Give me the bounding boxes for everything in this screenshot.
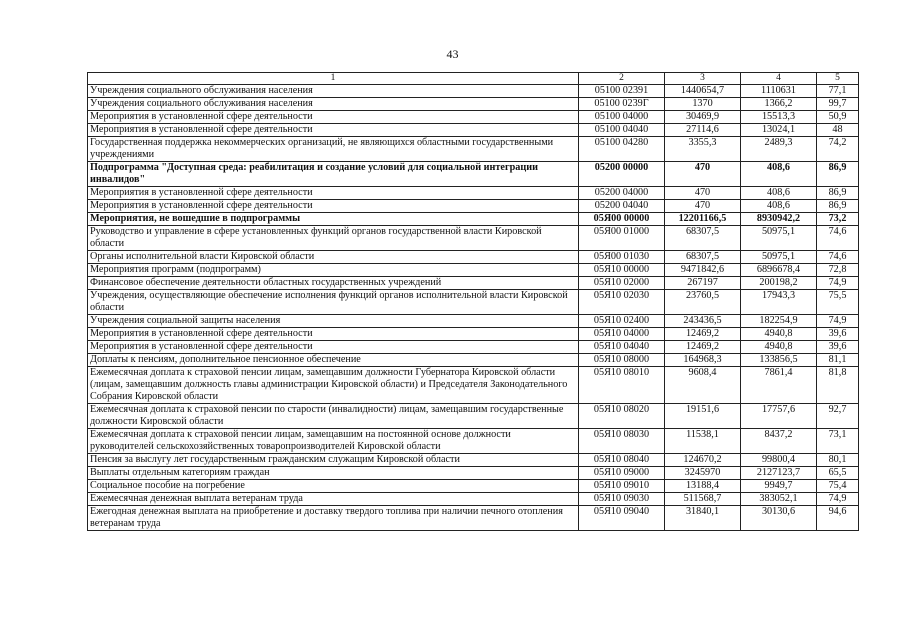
row-percent-cell: 75,5 [817, 290, 859, 315]
table-row [88, 264, 859, 277]
row-code-cell: 05Я10 02400 [579, 315, 665, 328]
row-name-cell: Учреждения социального обслуживания населения [88, 98, 579, 111]
row-fact-cell: 99800,4 [741, 454, 817, 467]
row-name-cell: Учреждения, осуществляющие обеспечение исполнения функций органов исполнительной власти Кировской области [88, 290, 579, 315]
row-percent-cell: 74,9 [817, 277, 859, 290]
row-fact-cell: 4940,8 [741, 341, 817, 354]
row-name-cell: Ежемесячная доплата к страховой пенсии по старости (инвалидности) лицам, замещавшим государственные должности Кировской области [88, 404, 579, 429]
row-plan-cell: 11538,1 [665, 429, 741, 454]
row-name-cell: Ежемесячная доплата к страховой пенсии лицам, замещавшим на постоянной основе должности руководителей сельскохозяйственных товаропроизводителей Кировской области [88, 429, 579, 454]
row-name-cell: Учреждения социального обслуживания населения [88, 85, 579, 98]
row-name-cell: Ежемесячная доплата к страховой пенсии лицам, замещавшим должности Губернатора Кировской области (лицам, замещавшим должность главы администрации Кировской области) и Председателя Законодательного Собрания Кировской области [88, 367, 579, 404]
row-plan-cell: 68307,5 [665, 251, 741, 264]
row-code-cell: 05100 04040 [579, 124, 665, 137]
table-row [88, 506, 859, 531]
row-percent-cell: 81,8 [817, 367, 859, 404]
table-row [88, 124, 859, 137]
budget-table [87, 72, 859, 531]
table-row [88, 429, 859, 454]
table-row [88, 85, 859, 98]
row-percent-cell: 50,9 [817, 111, 859, 124]
table-row [88, 480, 859, 493]
row-percent-cell: 74,9 [817, 315, 859, 328]
row-plan-cell: 243436,5 [665, 315, 741, 328]
row-fact-cell: 1366,2 [741, 98, 817, 111]
row-fact-cell: 9949,7 [741, 480, 817, 493]
column-header: 2 [579, 73, 665, 85]
row-name-cell: Мероприятия в установленной сфере деятельности [88, 200, 579, 213]
row-plan-cell: 267197 [665, 277, 741, 290]
row-code-cell: 05Я10 04040 [579, 341, 665, 354]
row-percent-cell: 39,6 [817, 341, 859, 354]
row-plan-cell: 1440654,7 [665, 85, 741, 98]
row-name-cell: Мероприятия в установленной сфере деятельности [88, 111, 579, 124]
row-percent-cell: 86,9 [817, 200, 859, 213]
row-fact-cell: 182254,9 [741, 315, 817, 328]
table-row [88, 290, 859, 315]
row-fact-cell: 408,6 [741, 200, 817, 213]
row-percent-cell: 48 [817, 124, 859, 137]
row-fact-cell: 133856,5 [741, 354, 817, 367]
row-fact-cell: 13024,1 [741, 124, 817, 137]
row-code-cell: 05Я10 09030 [579, 493, 665, 506]
row-plan-cell: 12201166,5 [665, 213, 741, 226]
page-number: 43 [446, 47, 459, 61]
row-name-cell: Мероприятия в установленной сфере деятельности [88, 341, 579, 354]
row-name-cell: Мероприятия программ (подпрограмм) [88, 264, 579, 277]
row-percent-cell: 80,1 [817, 454, 859, 467]
row-percent-cell: 74,6 [817, 251, 859, 264]
row-fact-cell: 17757,6 [741, 404, 817, 429]
row-code-cell: 05Я10 04000 [579, 328, 665, 341]
row-code-cell: 05Я00 01000 [579, 226, 665, 251]
row-plan-cell: 470 [665, 162, 741, 187]
table-row [88, 454, 859, 467]
row-percent-cell: 74,9 [817, 493, 859, 506]
row-percent-cell: 81,1 [817, 354, 859, 367]
row-fact-cell: 2489,3 [741, 137, 817, 162]
row-name-cell: Финансовое обеспечение деятельности областных государственных учреждений [88, 277, 579, 290]
row-percent-cell: 39,6 [817, 328, 859, 341]
row-fact-cell: 6896678,4 [741, 264, 817, 277]
row-fact-cell: 50975,1 [741, 251, 817, 264]
row-percent-cell: 99,7 [817, 98, 859, 111]
row-name-cell: Руководство и управление в сфере установленных функций органов государственной власти Кировской области [88, 226, 579, 251]
row-plan-cell: 511568,7 [665, 493, 741, 506]
row-percent-cell: 73,1 [817, 429, 859, 454]
table-row [88, 98, 859, 111]
row-plan-cell: 12469,2 [665, 341, 741, 354]
row-fact-cell: 383052,1 [741, 493, 817, 506]
row-code-cell: 05100 04280 [579, 137, 665, 162]
row-code-cell: 05100 02391 [579, 85, 665, 98]
row-name-cell: Мероприятия в установленной сфере деятельности [88, 124, 579, 137]
table-row [88, 367, 859, 404]
row-percent-cell: 73,2 [817, 213, 859, 226]
row-percent-cell: 75,4 [817, 480, 859, 493]
table-row [88, 315, 859, 328]
row-plan-cell: 19151,6 [665, 404, 741, 429]
row-plan-cell: 31840,1 [665, 506, 741, 531]
row-percent-cell: 65,5 [817, 467, 859, 480]
row-plan-cell: 9471842,6 [665, 264, 741, 277]
row-name-cell: Выплаты отдельным категориям граждан [88, 467, 579, 480]
column-header: 5 [817, 73, 859, 85]
row-code-cell: 05Я00 01030 [579, 251, 665, 264]
row-fact-cell: 408,6 [741, 187, 817, 200]
table-row [88, 111, 859, 124]
row-code-cell: 05200 04040 [579, 200, 665, 213]
row-percent-cell: 94,6 [817, 506, 859, 531]
table-row [88, 213, 859, 226]
row-name-cell: Мероприятия в установленной сфере деятельности [88, 328, 579, 341]
row-fact-cell: 200198,2 [741, 277, 817, 290]
row-fact-cell: 30130,6 [741, 506, 817, 531]
row-plan-cell: 3355,3 [665, 137, 741, 162]
table-body [88, 85, 859, 531]
column-header: 4 [741, 73, 817, 85]
row-name-cell: Ежегодная денежная выплата на приобретение и доставку твердого топлива при наличии печного отопления ветеранам труда [88, 506, 579, 531]
row-plan-cell: 68307,5 [665, 226, 741, 251]
row-percent-cell: 72,8 [817, 264, 859, 277]
row-name-cell: Мероприятия в установленной сфере деятельности [88, 187, 579, 200]
row-code-cell: 05Я10 08020 [579, 404, 665, 429]
table-row [88, 277, 859, 290]
row-plan-cell: 470 [665, 200, 741, 213]
row-code-cell: 05Я10 09010 [579, 480, 665, 493]
row-code-cell: 05Я10 09000 [579, 467, 665, 480]
table-row [88, 493, 859, 506]
table-row [88, 162, 859, 187]
row-name-cell: Ежемесячная денежная выплата ветеранам труда [88, 493, 579, 506]
row-name-cell: Учреждения социальной защиты населения [88, 315, 579, 328]
row-plan-cell: 1370 [665, 98, 741, 111]
row-code-cell: 05Я10 02000 [579, 277, 665, 290]
row-fact-cell: 4940,8 [741, 328, 817, 341]
row-name-cell: Доплаты к пенсиям, дополнительное пенсионное обеспечение [88, 354, 579, 367]
row-code-cell: 05Я00 00000 [579, 213, 665, 226]
row-code-cell: 05100 04000 [579, 111, 665, 124]
row-name-cell: Органы исполнительной власти Кировской области [88, 251, 579, 264]
table-row [88, 200, 859, 213]
row-percent-cell: 74,6 [817, 226, 859, 251]
row-fact-cell: 8930942,2 [741, 213, 817, 226]
row-fact-cell: 1110631 [741, 85, 817, 98]
table-row [88, 467, 859, 480]
row-code-cell: 05Я10 08000 [579, 354, 665, 367]
row-code-cell: 05200 00000 [579, 162, 665, 187]
row-fact-cell: 2127123,7 [741, 467, 817, 480]
row-plan-cell: 30469,9 [665, 111, 741, 124]
table-row [88, 354, 859, 367]
table-row [88, 226, 859, 251]
row-fact-cell: 50975,1 [741, 226, 817, 251]
row-percent-cell: 92,7 [817, 404, 859, 429]
row-plan-cell: 3245970 [665, 467, 741, 480]
row-percent-cell: 86,9 [817, 162, 859, 187]
row-fact-cell: 7861,4 [741, 367, 817, 404]
row-plan-cell: 13188,4 [665, 480, 741, 493]
column-header: 3 [665, 73, 741, 85]
table-row [88, 187, 859, 200]
table-row [88, 137, 859, 162]
table-row [88, 341, 859, 354]
row-code-cell: 05200 04000 [579, 187, 665, 200]
row-percent-cell: 77,1 [817, 85, 859, 98]
row-plan-cell: 470 [665, 187, 741, 200]
row-code-cell: 05Я10 08030 [579, 429, 665, 454]
table-row [88, 328, 859, 341]
row-plan-cell: 124670,2 [665, 454, 741, 467]
row-code-cell: 05Я10 00000 [579, 264, 665, 277]
table-row [88, 251, 859, 264]
row-fact-cell: 408,6 [741, 162, 817, 187]
row-name-cell: Государственная поддержка некоммерческих организаций, не являющихся областными государственными учреждениями [88, 137, 579, 162]
row-name-cell: Мероприятия, не вошедшие в подпрограммы [88, 213, 579, 226]
row-name-cell: Подпрограмма "Доступная среда: реабилитация и создание условий для социальной интеграции инвалидов" [88, 162, 579, 187]
row-code-cell: 05Я10 02030 [579, 290, 665, 315]
row-plan-cell: 164968,3 [665, 354, 741, 367]
column-number-row [88, 73, 859, 85]
row-plan-cell: 27114,6 [665, 124, 741, 137]
row-code-cell: 05Я10 08040 [579, 454, 665, 467]
row-fact-cell: 15513,3 [741, 111, 817, 124]
row-code-cell: 05100 0239Г [579, 98, 665, 111]
row-name-cell: Социальное пособие на погребение [88, 480, 579, 493]
row-name-cell: Пенсия за выслугу лет государственным гражданским служащим Кировской области [88, 454, 579, 467]
row-percent-cell: 74,2 [817, 137, 859, 162]
row-fact-cell: 17943,3 [741, 290, 817, 315]
row-fact-cell: 8437,2 [741, 429, 817, 454]
table-row [88, 404, 859, 429]
column-header: 1 [88, 73, 579, 85]
row-percent-cell: 86,9 [817, 187, 859, 200]
row-code-cell: 05Я10 09040 [579, 506, 665, 531]
row-plan-cell: 23760,5 [665, 290, 741, 315]
row-code-cell: 05Я10 08010 [579, 367, 665, 404]
row-plan-cell: 9608,4 [665, 367, 741, 404]
row-plan-cell: 12469,2 [665, 328, 741, 341]
